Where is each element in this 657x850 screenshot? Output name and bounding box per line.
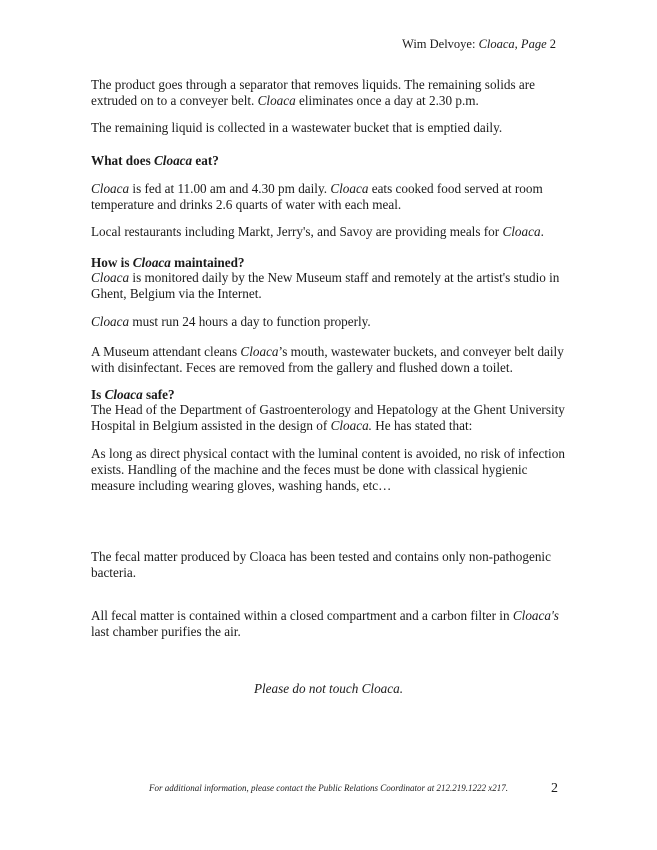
header-title: Cloaca, Page — [478, 37, 547, 51]
paragraph-carbon-filter: All fecal matter is contained within a closed compartment and a carbon filter in Cloaca's last chamber purifies the air. — [91, 608, 559, 639]
heading-what-does-cloaca-eat: What does Cloaca eat? — [91, 153, 219, 168]
paragraph-cleaning: A Museum attendant cleans Cloaca’s mouth, wastewater buckets, and conveyer belt daily with disinfectant. Feces are removed from the gallery and flushed down a toilet. — [91, 344, 564, 375]
paragraph-restaurants: Local restaurants including Markt, Jerry's, and Savoy are providing meals for Cloaca. — [91, 224, 544, 239]
notice-do-not-touch: Please do not touch Cloaca. — [253, 681, 404, 696]
paragraph-wastewater: The remaining liquid is collected in a wastewater bucket that is emptied daily. — [91, 120, 503, 135]
heading-how-is-cloaca-maintained: How is Cloaca maintained? — [91, 255, 245, 270]
quote-physical-contact: As long as direct physical contact with the luminal content is avoided, no risk of infection exists. Handling of the machine and the feces must be done with classical hygienic measure including wearing gloves, washing hands, etc… — [91, 446, 565, 493]
heading-is-cloaca-safe: Is Cloaca safe? — [91, 387, 175, 402]
paragraph-runtime: Cloaca must run 24 hours a day to function properly. — [91, 314, 371, 329]
footer-contact: For additional information, please contact the Public Relations Coordinator at 212.219.1222 x217. — [149, 783, 508, 793]
paragraph-hospital: The Head of the Department of Gastroenterology and Hepatology at the Ghent University Hospital in Belgium assisted in the design of Cloaca. He has stated that: — [91, 402, 565, 433]
header-page: 2 — [546, 37, 556, 51]
paragraph-separator: The product goes through a separator that removes liquids. The remaining solids are extruded on to a conveyer belt. Cloaca eliminates once a day at 2.30 p.m. — [91, 77, 535, 108]
paragraph-feeding: Cloaca is fed at 11.00 am and 4.30 pm daily. Cloaca eats cooked food served at room temperature and drinks 2.6 quarts of water with each meal. — [91, 181, 543, 212]
header-author: Wim Delvoye: — [402, 37, 479, 51]
page-number: 2 — [551, 781, 558, 796]
running-header — [402, 36, 556, 52]
quote-fecal-matter: The fecal matter produced by Cloaca has been tested and contains only non-pathogenic bacteria. — [91, 549, 551, 580]
paragraph-monitoring: Cloaca is monitored daily by the New Museum staff and remotely at the artist's studio in Ghent, Belgium via the Internet. — [91, 270, 560, 301]
